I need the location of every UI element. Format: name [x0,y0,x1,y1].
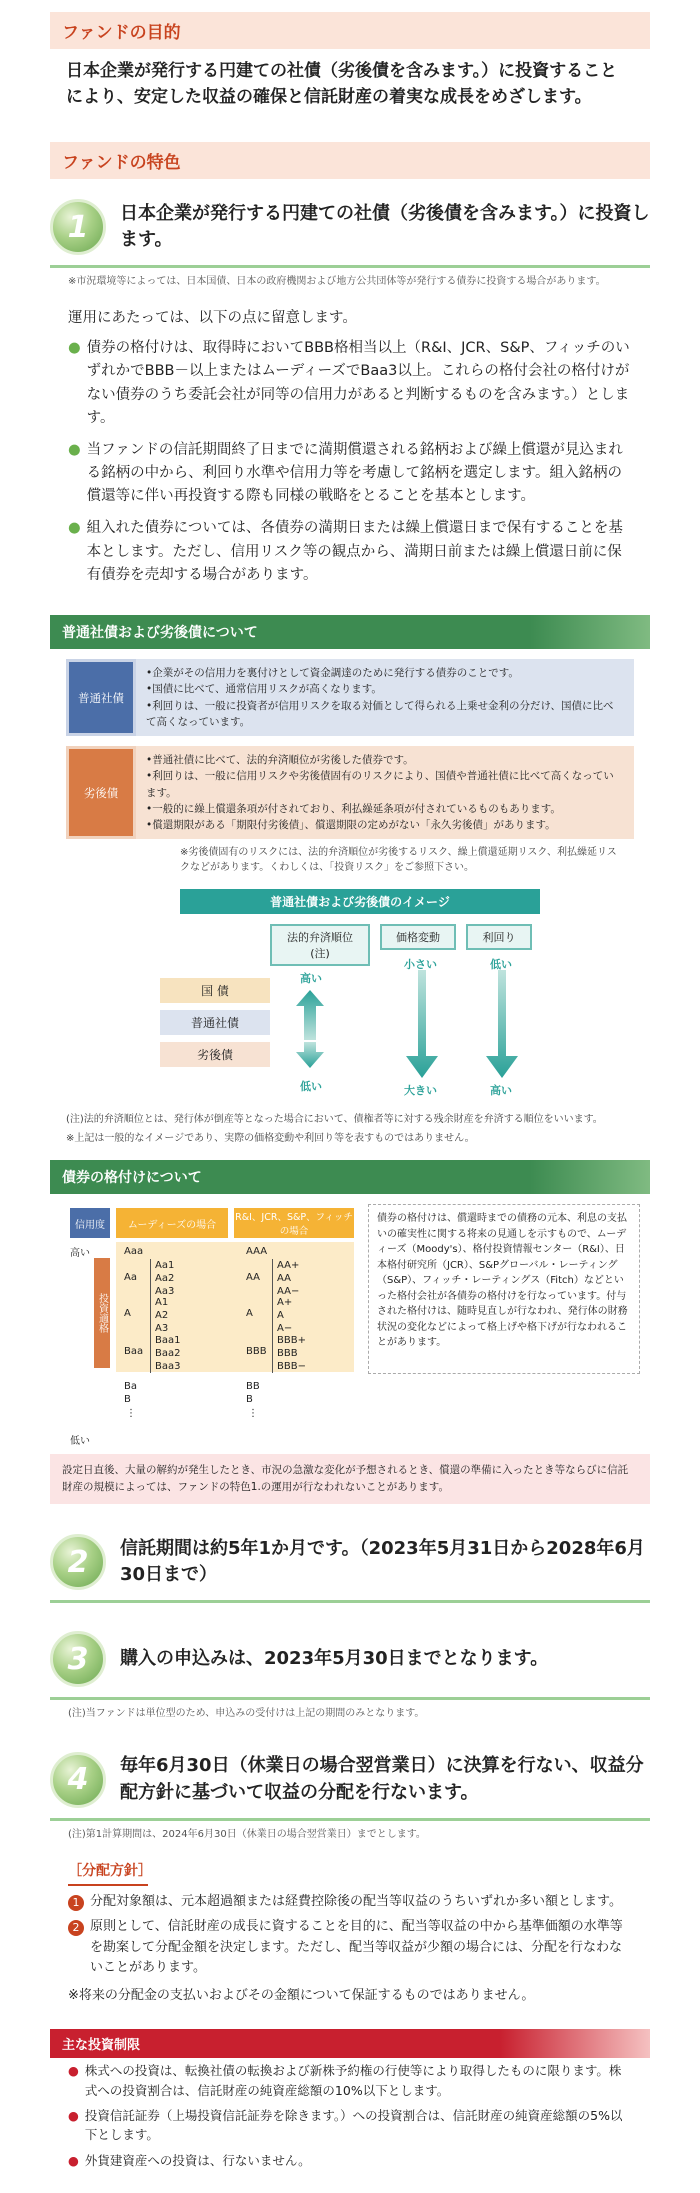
others-a: A [246,1308,253,1320]
policy-item [50,1915,650,1981]
others-bbb-sub: BBB+ BBB BBB− [272,1334,306,1373]
bullet-dot-icon: ● [68,2108,79,2124]
subordinated-bond-content [136,746,634,839]
feature-number-4: 4 [50,1752,106,1808]
bond-image-title: 普通社債および劣後債のイメージ [180,889,540,914]
policy-text: 原則として、信託財産の成長に資することを目的に、配当等収益の中から基準価額の水準等を勘案して分配金額を決定します。ただし、配当等収益が少額の場合には、分配を行なわないことがあります。 [90,1918,623,1976]
col-priority: 法的弁済順位(注) [270,924,370,966]
feature-1-text: 日本企業が発行する円建ての社債（劣後債を含みます。）に投資します。 [120,202,650,250]
bonds-heading [50,615,650,649]
limit-item [50,2058,650,2103]
investment-grade-label: 投資適格 [94,1258,110,1368]
diagram-arrows [50,918,650,1108]
bullet-text: 債券の格付けは、取得時においてBBB格相当以上（R&I、JCR、S&P、フィッチのいずれかでBBB－以上またはムーディーズでBaa3以上。これらの格付会社の格付けがない債券のうち委託会社が同等の信用力があると判断するものを含みます。）とします。 [86,340,630,426]
feature-1-note: ※市況環境等によっては、日本国債、日本の政府機関および地方公共団体等が発行する債券に投資する場合があります。 [68,276,606,287]
feature-4-note: (注)第1計算期間は、2024年6月30日（休業日の場合翌営業日）までとします。 [68,1828,426,1840]
moodys-baa: Baa [124,1346,144,1358]
bullet-dot-icon: ● [68,520,81,537]
moodys-header: ムーディーズの場合 [116,1208,228,1238]
yield-high: 高い [490,1084,512,1098]
others-low: BB B [246,1381,260,1406]
priority-arrow-icon [296,990,324,1068]
bullet-dot-icon: ● [68,2063,79,2079]
bullet-dot-icon: ● [68,441,81,458]
number-2-icon: 2 [68,1920,84,1936]
subordinated-bond-box [66,746,634,839]
limit-text: 株式への投資は、転換社債の転換および新株予約権の行使等により取得したものに限ります。株式への投資割合は、信託財産の純資産総額の10%以下とします。 [84,2063,622,2098]
moodys-baa-sub: Baa1 Baa2 Baa3 [150,1334,180,1373]
feature-3-note: (注)当ファンドは単位型のため、申込みの受付けは上記の期間のみとなります。 [68,1708,425,1719]
bullet-dot-icon: ● [68,2152,79,2168]
sub-item: •普通社債に比べて、法的弁済順位が劣後した債券です。 [146,754,414,767]
rating-high: 高い [70,1248,90,1260]
sub-item: •利回りは、一般に信用リスクや劣後債固有のリスクにより、国債や普通社債に比べて高くなっています。 [146,770,614,799]
features-heading: ファンドの特色 [50,142,650,179]
limit-text: 外貨建資産への投資は、行ないません。 [84,2152,311,2168]
price-small: 小さい [404,958,437,972]
feature-2-text: 信託期間は約5年1か月です。（2023年5月31日から2028年6月30日まで） [120,1537,645,1585]
others-vdots: ⋮ [248,1408,258,1420]
feature-1-bullet [50,514,650,593]
yield-low: 低い [490,958,512,972]
feature-1-title [50,199,650,268]
risk-note: ※劣後債固有のリスクには、法的弁済順位が劣後するリスク、繰上償還延期リスク、利払繰延リスクなどがあります。くわしくは、「投資リスク」をご参照下さい。 [180,847,617,874]
col-price: 価格変動 [380,924,456,950]
ratings-heading [50,1160,650,1194]
row-senior: 普通社債 [160,1010,270,1035]
rating-section [60,1204,640,1448]
rating-low: 低い [70,1436,90,1448]
rating-description: 債券の格付けは、償還時までの債務の元本、利息の支払いの確実性に関する将来の見通しを示すもので、ムーディーズ（Moody's）、格付投資情報センター（R&I）、日本格付研究所（JCR）、S&Pグローバル・レーティング（S&P）、フィッチ・レーティングス（Fitch）などといった格付会社が各債券の格付けを行なっています。付与された格付けは、随時見直しが行なわれ、発行体の財務状況の変化などによって格上げや格下げが行なわれることがあります。 [368,1204,640,1374]
moodys-aaa: Aaa [124,1246,144,1258]
others-aaa: AAA [246,1246,268,1258]
feature-4-text: 毎年6月30日（休業日の場合翌営業日）に決算を行ない、収益分配方針に基づいて収益の分配を行ないます。 [120,1755,644,1803]
bullet-text: 当ファンドの信託期間終了日までに満期償還される銘柄および繰上償還が見込まれる銘柄の中から、利回り水準や信用力等を考慮して銘柄を選定します。組入銘柄の償還等に伴い再投資する際も同様の戦略をとることを基本とします。 [86,441,623,505]
sub-item: •償還期限がある「期限付劣後債」、償還期限の定めがない「永久劣後債」があります。 [146,819,556,832]
moodys-vdots: ⋮ [126,1408,136,1420]
policy-text: 分配対象額は、元本超過額または経費控除後の配当等収益のうちいずれか多い額とします。 [90,1894,622,1909]
purpose-heading: ファンドの目的 [50,12,650,49]
others-aa: AA [246,1272,260,1284]
feature-1-bullet [50,334,650,436]
limit-item [50,2148,650,2173]
bond-footnote-2: ※上記は一般的なイメージであり、実際の価格変動や利回り等を表すものではありません。 [66,1133,475,1145]
policy-item [50,1890,650,1915]
others-header: R&I、JCR、S&P、フィッチの場合 [234,1208,354,1238]
limits-heading: 主な投資制限 [50,2029,650,2058]
bond-comparison-diagram [50,918,650,1108]
senior-item: •利回りは、一般に投資者が信用リスクを取る対価として得られる上乗せ金利の分だけ、国債に比べて高くなっています。 [146,699,614,728]
feature-1-bullet [50,436,650,515]
others-a-sub: A+ A A− [272,1296,292,1335]
feature-3-title [50,1631,650,1700]
bond-footnote-1: (注)法的弁済順位とは、発行体が倒産等となった場合において、債権者等に対する残余財産を弁済する順位をいいます。 [66,1114,603,1126]
feature-4-title [50,1752,650,1821]
feature-3-text: 購入の申込みは、2023年5月30日までとなります。 [120,1647,549,1669]
feature-number-2: 2 [50,1534,106,1590]
others-aa-sub: AA+ AA AA− [272,1259,299,1298]
price-arrow-icon [406,970,438,1078]
moodys-a-sub: A1 A2 A3 [150,1296,168,1335]
limit-text: 投資信託証券（上場投資信託証券を除きます。）への投資割合は、信託財産の純資産総額の5%以下とします。 [84,2108,623,2143]
moodys-a: A [124,1308,131,1320]
ratings-heading-text: 債券の格付けについて [62,1170,202,1187]
distribution-disclaimer: ※将来の分配金の支払いおよびその金額について保証するものではありません。 [68,1988,535,2004]
row-govt: 国 債 [160,978,270,1003]
moodys-low: Ba B [124,1381,137,1406]
limit-item [50,2103,650,2148]
feature-number-3: 3 [50,1631,106,1687]
moodys-aa: Aa [124,1272,137,1284]
price-large: 大きい [404,1084,437,1098]
row-sub: 劣後債 [160,1042,270,1067]
sub-item: •一般的に繰上償還条項が付されており、利払繰延条項が付されているものもあります。 [146,802,561,815]
col-yield: 利回り [466,924,532,950]
priority-high: 高い [300,972,322,986]
bullet-text: 組入れた債券については、各債券の満期日または繰上償還日まで保有することを基本とします。ただし、信用リスク等の観点から、満期日前または繰上償還日前に保有債券を売却する場合があります。 [86,520,623,583]
senior-bond-box [66,659,634,736]
feature-1-intro: 運用にあたっては、以下の点に留意します。 [68,309,357,326]
senior-item: •国債に比べて、通常信用リスクが高くなります。 [146,683,382,696]
moodys-aa-sub: Aa1 Aa2 Aa3 [150,1259,174,1298]
credit-label: 信用度 [70,1208,110,1238]
operation-note: 設定日直後、大量の解約が発生したとき、市況の急激な変化が予想されるとき、償還の準備に入ったとき等ならびに信託財産の規模によっては、ファンドの特色1.の運用が行なわれないことがあります。 [50,1454,650,1504]
others-bbb: BBB [246,1346,267,1358]
priority-low: 低い [300,1080,322,1094]
senior-item: •企業がその信用力を裏付けとして資金調達のために発行する債券のことです。 [146,667,519,680]
feature-number-1: 1 [50,199,106,255]
distribution-policy-heading: ［分配方針］ [68,1860,148,1886]
senior-bond-content [136,659,634,736]
feature-2-title [50,1534,650,1603]
subordinated-bond-label: 劣後債 [66,746,136,839]
rating-table [60,1204,360,1448]
senior-bond-label: 普通社債 [66,659,136,736]
bonds-heading-text: 普通社債および劣後債について [62,625,258,642]
yield-arrow-icon [486,970,518,1078]
number-1-icon: 1 [68,1895,84,1911]
bullet-dot-icon: ● [68,340,81,357]
purpose-text: 日本企業が発行する円建ての社債（劣後債を含みます。）に投資することにより、安定した収益の確保と信託財産の着実な成長をめざします。 [66,61,618,107]
